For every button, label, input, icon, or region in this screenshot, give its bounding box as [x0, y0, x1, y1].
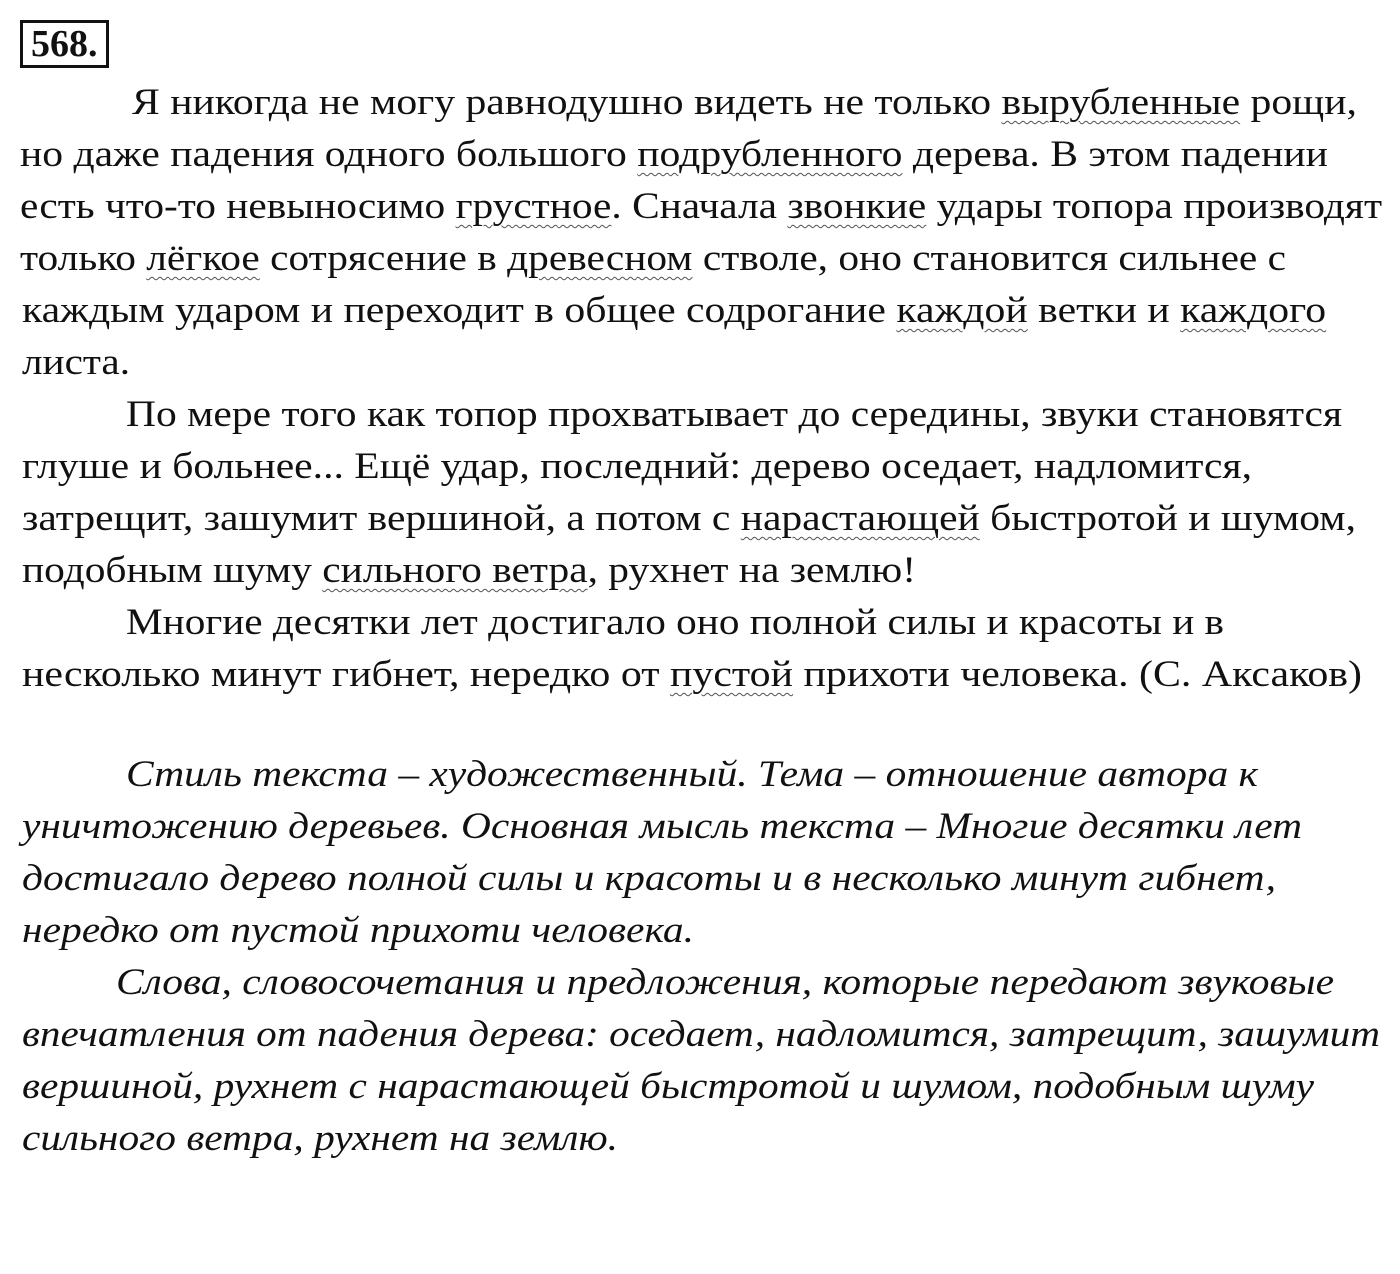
sound-words-line — [22, 1116, 618, 1162]
text-span: Слова, словосочетания и предложения, которые передают звуковые — [116, 962, 1335, 1003]
text-span: есть что-то невыносимо — [20, 186, 456, 227]
underlined-word: звонкие — [787, 186, 927, 227]
paragraph-3-line — [22, 652, 1362, 698]
paragraph-1-line — [20, 184, 1382, 230]
text-span: каждым ударом и переходит в общее содрогание — [22, 290, 897, 331]
analysis-line — [22, 908, 694, 954]
exercise-number: 568. — [20, 20, 109, 68]
text-span: впечатления от падения дерева: оседает, надломится, затрещит, зашумит — [22, 1014, 1380, 1055]
text-span: подобным шуму — [22, 550, 323, 591]
underlined-word: подрубленного — [637, 134, 903, 175]
paragraph-1-line — [20, 132, 1328, 178]
underlined-word: древесном — [507, 238, 693, 279]
analysis-line — [22, 856, 1276, 902]
paragraph-3-line — [126, 600, 1224, 646]
text-span: достигало дерево полной силы и красоты и в несколько минут гибнет, — [22, 858, 1276, 899]
text-span: быстротой и шумом, — [979, 498, 1356, 539]
paragraph-2-line — [22, 548, 916, 594]
text-span: затрещит, зашумит вершиной, а потом с — [22, 498, 741, 539]
text-span: Многие десятки лет достигало оно полной силы и красоты и в — [126, 602, 1225, 643]
text-span: сотрясение в — [259, 238, 508, 279]
underlined-word: каждого — [1180, 290, 1327, 331]
sound-words-line — [22, 1012, 1380, 1058]
underlined-word: лёгкое — [146, 238, 260, 279]
text-span: По мере того как топор прохватывает до середины, звуки становятся — [126, 394, 1343, 435]
text-span: вершиной, рухнет с нарастающей быстротой и шумом, подобным шуму — [22, 1066, 1315, 1107]
underlined-word: вырубленные — [1001, 82, 1241, 123]
text-span: удары топора производят — [926, 186, 1383, 227]
paragraph-1-line — [22, 288, 1326, 334]
text-span: . Сначала — [611, 186, 788, 227]
analysis-line — [22, 804, 1302, 850]
paragraph-2-line — [22, 496, 1356, 542]
paragraph-1-line — [132, 80, 1357, 126]
sound-words-line — [22, 1064, 1314, 1110]
text-span: дерева. В этом падении — [902, 134, 1328, 175]
text-span: , рухнет на землю! — [587, 550, 917, 591]
text-span: стволе, оно становится сильнее с — [692, 238, 1287, 279]
text-span: ветки и — [1027, 290, 1181, 331]
text-span: листа. — [22, 342, 131, 383]
analysis-line — [126, 752, 1258, 798]
text-span: Я никогда не могу равнодушно видеть не только — [132, 82, 1002, 123]
paragraph-2-line — [126, 392, 1342, 438]
underlined-word: пустой — [669, 654, 794, 695]
paragraph-2-line — [22, 444, 1252, 490]
text-span: нередко от пустой прихоти человека. — [22, 910, 694, 951]
text-span: рощи, — [1240, 82, 1357, 123]
paragraph-1-line — [20, 236, 1286, 282]
text-span: глуше и больнее... Ещё удар, последний: дерево оседает, надломится, — [22, 446, 1253, 487]
text-span: сильного ветра, рухнет на землю. — [22, 1118, 619, 1159]
text-span: но даже падения одного большого — [20, 134, 638, 175]
underlined-word: нарастающей — [740, 498, 980, 539]
text-span: уничтожению деревьев. Основная мысль текста – Многие десятки лет — [22, 806, 1303, 847]
text-span: только — [20, 238, 147, 279]
underlined-word: каждой — [896, 290, 1028, 331]
paragraph-1-line — [22, 340, 130, 386]
underlined-word: сильного ветра — [322, 550, 588, 591]
text-span: прихоти человека. (С. Аксаков) — [793, 654, 1363, 695]
underlined-word: грустное — [455, 186, 612, 227]
text-span: Стиль текста – художественный. Тема – отношение автора к — [126, 754, 1258, 795]
sound-words-line — [116, 960, 1334, 1006]
text-span: несколько минут гибнет, нередко от — [22, 654, 670, 695]
